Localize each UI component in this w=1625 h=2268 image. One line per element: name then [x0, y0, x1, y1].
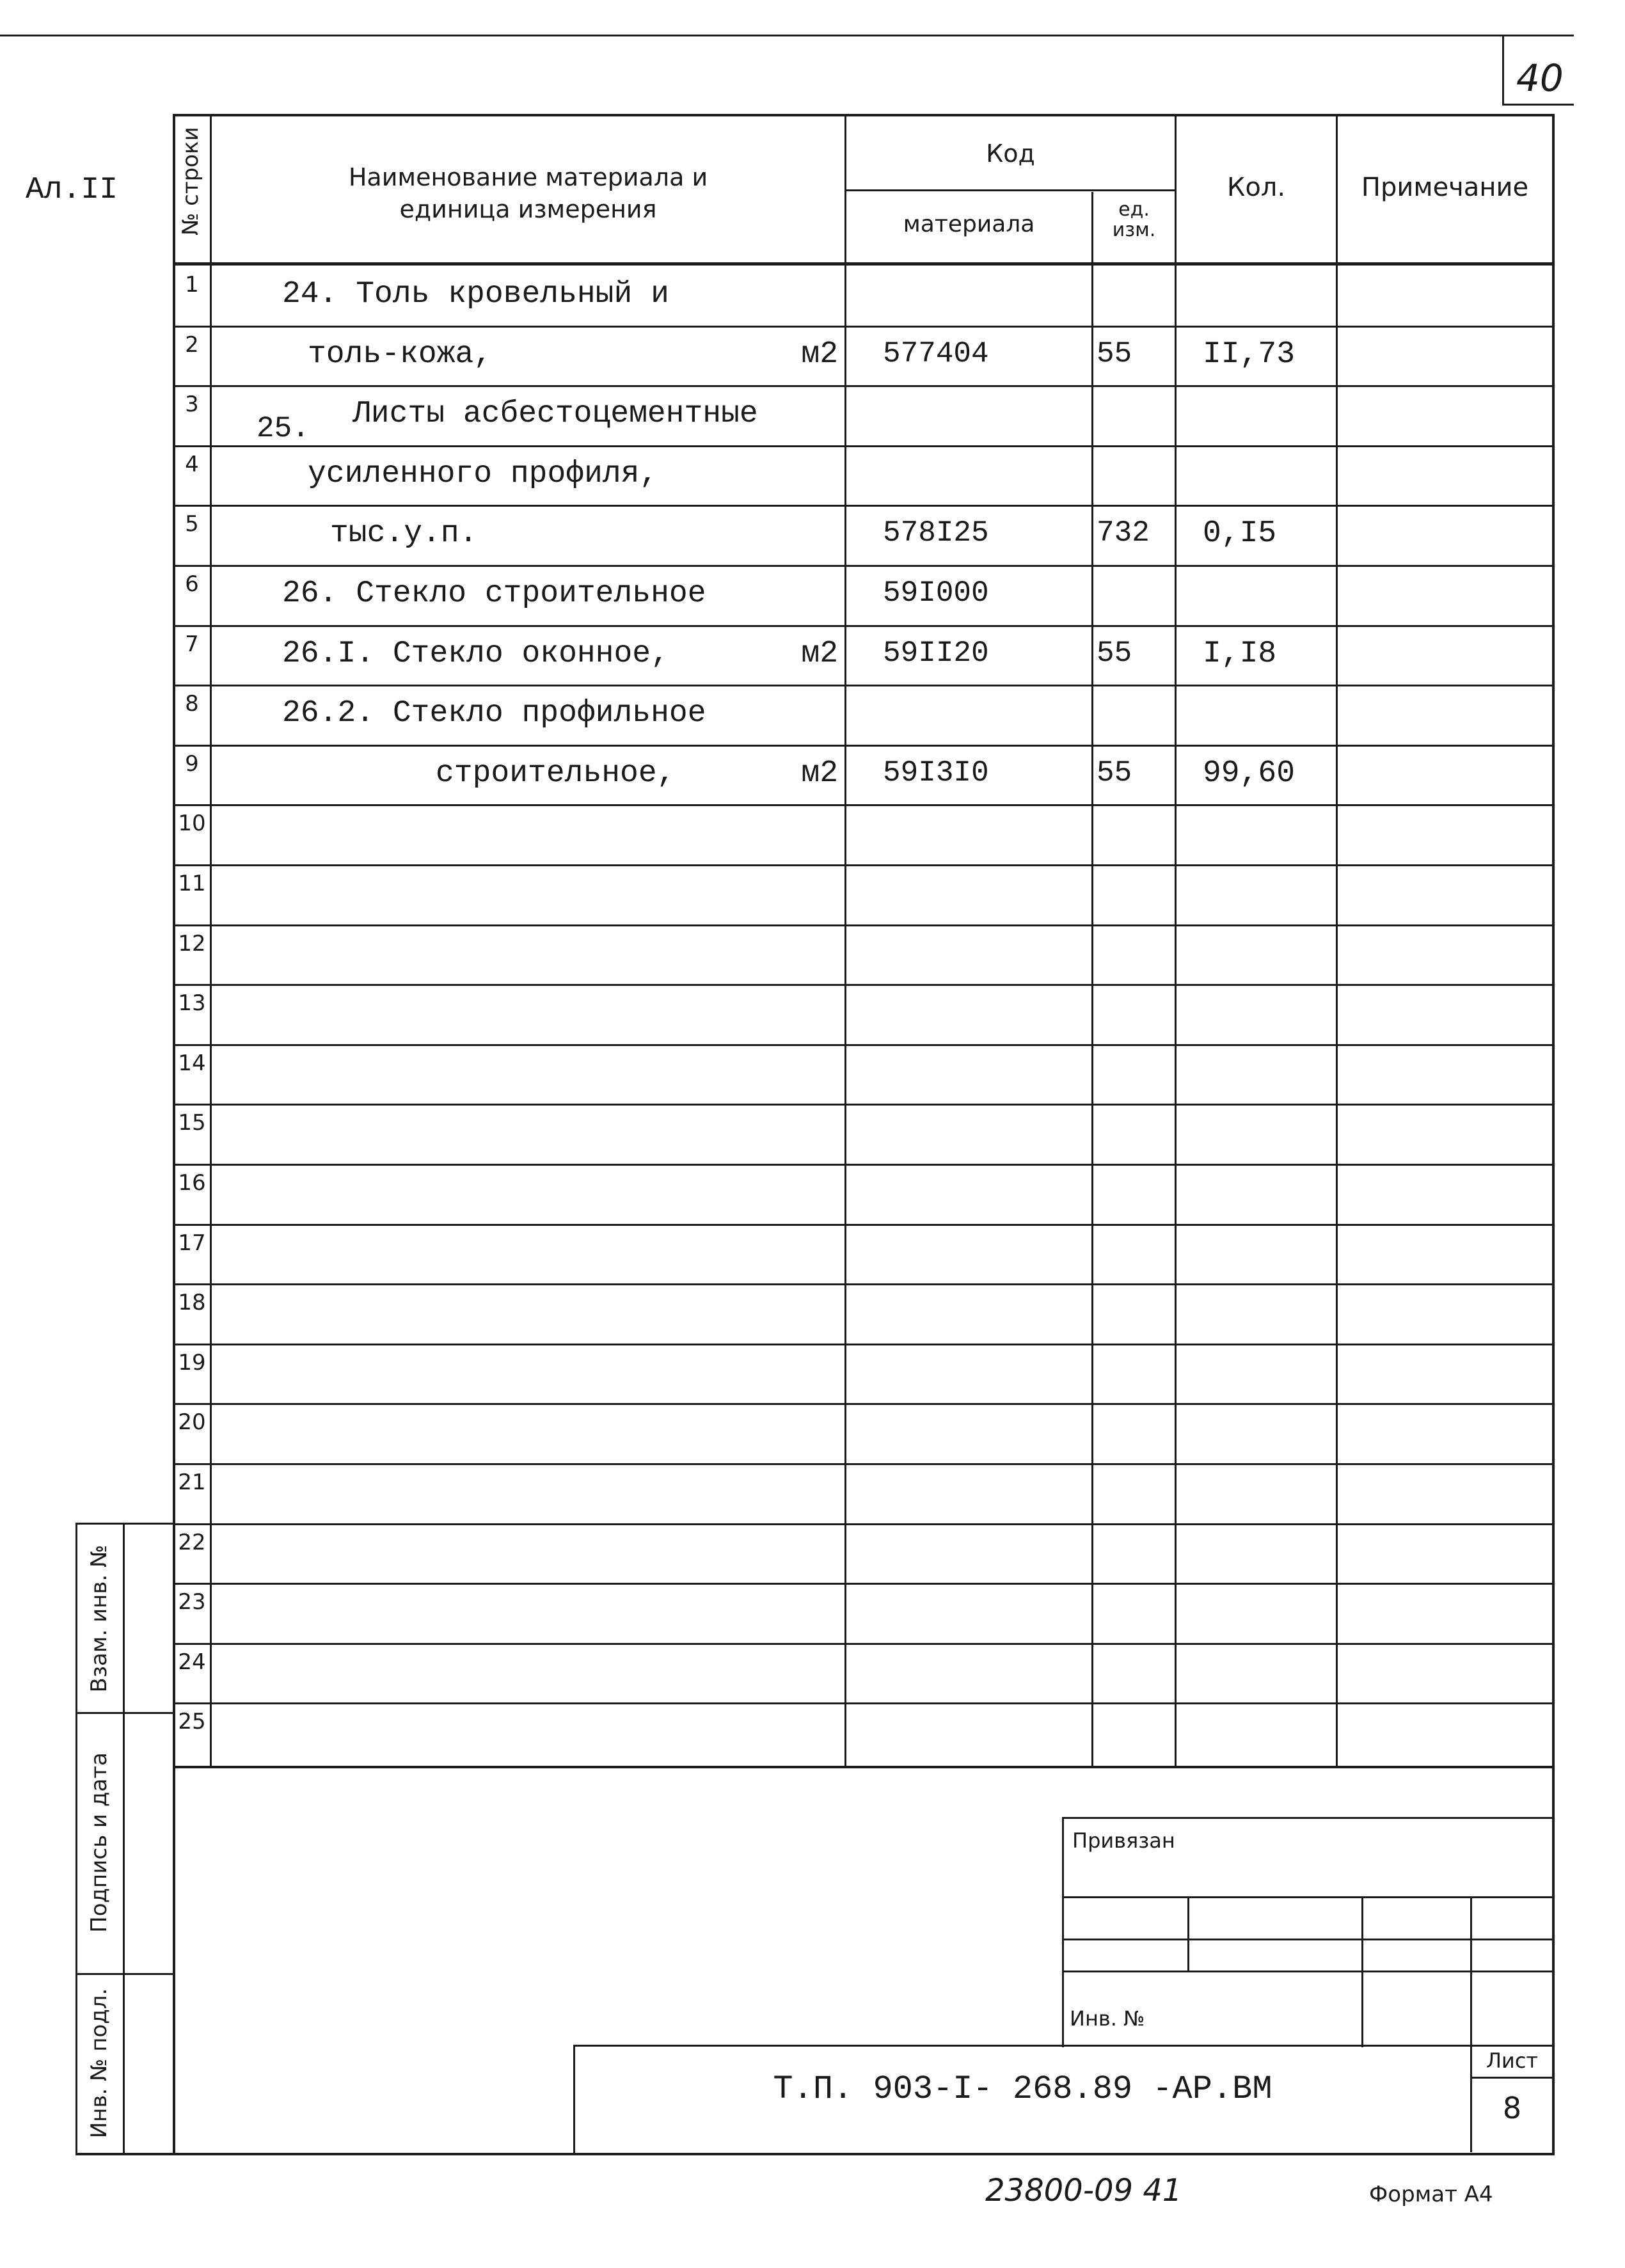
tb-inv-no: Инв. №: [1070, 2006, 1145, 2031]
qty-column-divider: [1336, 114, 1338, 1768]
row-number: 11: [178, 871, 206, 896]
row-number: 21: [178, 1470, 206, 1495]
row-divider: [173, 385, 1555, 387]
row-item-prefix: 25.: [257, 412, 310, 445]
row-material-code: 59II20: [883, 637, 989, 670]
header-name: [212, 161, 844, 225]
row-number: 4: [185, 452, 199, 477]
sheet-number-divider: [1502, 35, 1504, 105]
header-qty: Кол.: [1226, 173, 1286, 202]
row-unit: м2: [801, 637, 838, 671]
header-code-unit-line1: ед.: [1118, 198, 1150, 221]
row-material-name: 26.I. Стекло оконное,: [282, 637, 669, 671]
row-number: 14: [178, 1051, 206, 1076]
album-label: Ал.II: [26, 173, 118, 207]
table-right-border: [1552, 114, 1555, 2155]
row-number: 25: [178, 1709, 206, 1734]
row-divider: [173, 1702, 1555, 1704]
tb-privyazan: Привязан: [1072, 1828, 1175, 1853]
sheet-bottom-border: [75, 2153, 1555, 2155]
row-number: 1: [185, 272, 199, 297]
row-material-name: 26. Стекло строительное: [282, 576, 706, 611]
header-code-material: материала: [903, 211, 1035, 237]
stamp-vzam-inv: Взам. инв. №: [86, 1544, 112, 1693]
table-left-border: [173, 114, 175, 2155]
tb-row-1: [1062, 1896, 1555, 1898]
row-number: 19: [178, 1350, 206, 1376]
row-divider: [173, 1283, 1555, 1285]
stamp-podpis-data: Подпись и дата: [86, 1752, 112, 1933]
row-number: 3: [185, 392, 199, 417]
row-number: 20: [178, 1409, 206, 1435]
row-divider: [173, 1643, 1555, 1645]
row-number: 6: [185, 571, 199, 597]
row-number: 7: [185, 631, 199, 657]
header-name-line1: Наименование материала и: [348, 163, 708, 191]
tb-top: [1062, 1817, 1555, 1819]
row-material-code: 59I000: [883, 576, 989, 610]
tb-col-2: [1361, 1896, 1363, 2047]
stamp-left: [75, 1523, 77, 2155]
tb-left: [1062, 1817, 1064, 2047]
row-divider: [173, 1523, 1555, 1525]
row-divider: [173, 1403, 1555, 1405]
row-number: 5: [185, 511, 199, 537]
row-material-name: тыс.у.п.: [330, 516, 478, 551]
row-quantity: 0,I5: [1203, 516, 1277, 551]
tb-designation: Т.П. 903-I- 268.89 -АР.ВМ: [773, 2070, 1272, 2108]
row-divider: [173, 625, 1555, 627]
row-material-name: строительное,: [436, 756, 676, 791]
top-rule: [0, 35, 1574, 36]
row-divider: [173, 1463, 1555, 1465]
row-divider: [173, 326, 1555, 328]
row-number: 24: [178, 1649, 206, 1675]
tb-sheet-label: Лист: [1486, 2049, 1539, 2073]
footer-format: Формат А4: [1369, 2182, 1493, 2207]
tb-sheet-sep: [1470, 2077, 1555, 2079]
sheet-top-number: 40: [1516, 56, 1564, 100]
header-row-no: № строки: [178, 127, 203, 235]
header-code: Код: [986, 139, 1035, 168]
stamp-mid: [123, 1523, 125, 2155]
row-divider: [173, 1344, 1555, 1345]
row-unit: м2: [801, 756, 838, 791]
header-code-unit-line2: изм.: [1112, 219, 1156, 241]
tb-row-2: [1062, 1939, 1555, 1940]
row-material-name: 24. Толь кровельный и: [282, 277, 669, 312]
row-unit-code: 55: [1097, 337, 1132, 370]
row-divider: [173, 804, 1555, 806]
row-number: 2: [185, 332, 199, 358]
code-header-split: [846, 189, 1175, 191]
row-quantity: I,I8: [1203, 637, 1277, 671]
row-divider: [173, 565, 1555, 567]
row-number: 9: [185, 751, 199, 777]
tb-designation-top: [573, 2045, 1555, 2047]
row-material-code: 577404: [883, 337, 989, 370]
row-number: 17: [178, 1230, 206, 1256]
row-number-column-divider: [210, 114, 212, 1768]
row-number: 13: [178, 990, 206, 1016]
row-number: 22: [178, 1530, 206, 1555]
row-material-code: 59I3I0: [883, 756, 989, 789]
row-divider: [173, 745, 1555, 747]
header-note: Примечание: [1361, 173, 1529, 202]
tb-row-3: [1062, 1971, 1555, 1972]
sheet-number-underline: [1502, 104, 1574, 106]
header-code-unit: [1093, 200, 1175, 241]
row-unit: м2: [801, 337, 838, 372]
row-divider: [173, 924, 1555, 926]
row-divider: [173, 984, 1555, 986]
row-divider: [173, 505, 1555, 507]
row-unit-code: 55: [1097, 756, 1132, 789]
row-quantity: II,73: [1203, 337, 1296, 372]
row-material-name: 26.2. Стекло профильное: [282, 696, 706, 731]
row-material-name: толь-кожа,: [308, 337, 493, 372]
table-top-border: [173, 114, 1555, 116]
row-number: 18: [178, 1290, 206, 1315]
row-material-name: Листы асбестоцементные: [353, 397, 758, 431]
row-number: 23: [178, 1589, 206, 1615]
row-divider: [173, 1224, 1555, 1226]
tb-col-1: [1187, 1896, 1189, 1971]
unit-column-divider: [1175, 114, 1177, 1768]
code-split-divider: [1091, 192, 1093, 1768]
row-unit-code: 55: [1097, 637, 1132, 670]
row-material-name: усиленного профиля,: [308, 457, 658, 491]
table-body-bottom-border: [173, 1766, 1555, 1768]
row-unit-code: 732: [1097, 516, 1150, 550]
header-name-line2: единица измерения: [399, 195, 657, 223]
header-bottom-border: [173, 262, 1555, 266]
row-divider: [173, 1583, 1555, 1585]
tb-sheet-no: 8: [1502, 2091, 1522, 2125]
row-divider: [173, 1044, 1555, 1046]
row-material-code: 578I25: [883, 516, 989, 550]
name-column-divider: [844, 114, 846, 1768]
row-quantity: 99,60: [1203, 756, 1296, 791]
row-number: 15: [178, 1110, 206, 1136]
row-divider: [173, 1164, 1555, 1166]
row-divider: [173, 1104, 1555, 1106]
row-divider: [173, 685, 1555, 686]
row-number: 10: [178, 811, 206, 836]
stamp-inv-podl: Инв. № подл.: [86, 1988, 112, 2139]
row-number: 12: [178, 931, 206, 956]
row-number: 8: [185, 691, 199, 717]
row-number: 16: [178, 1170, 206, 1196]
footer-handwritten-number: 23800-09 41: [985, 2173, 1182, 2209]
row-divider: [173, 864, 1555, 866]
row-divider: [173, 445, 1555, 447]
